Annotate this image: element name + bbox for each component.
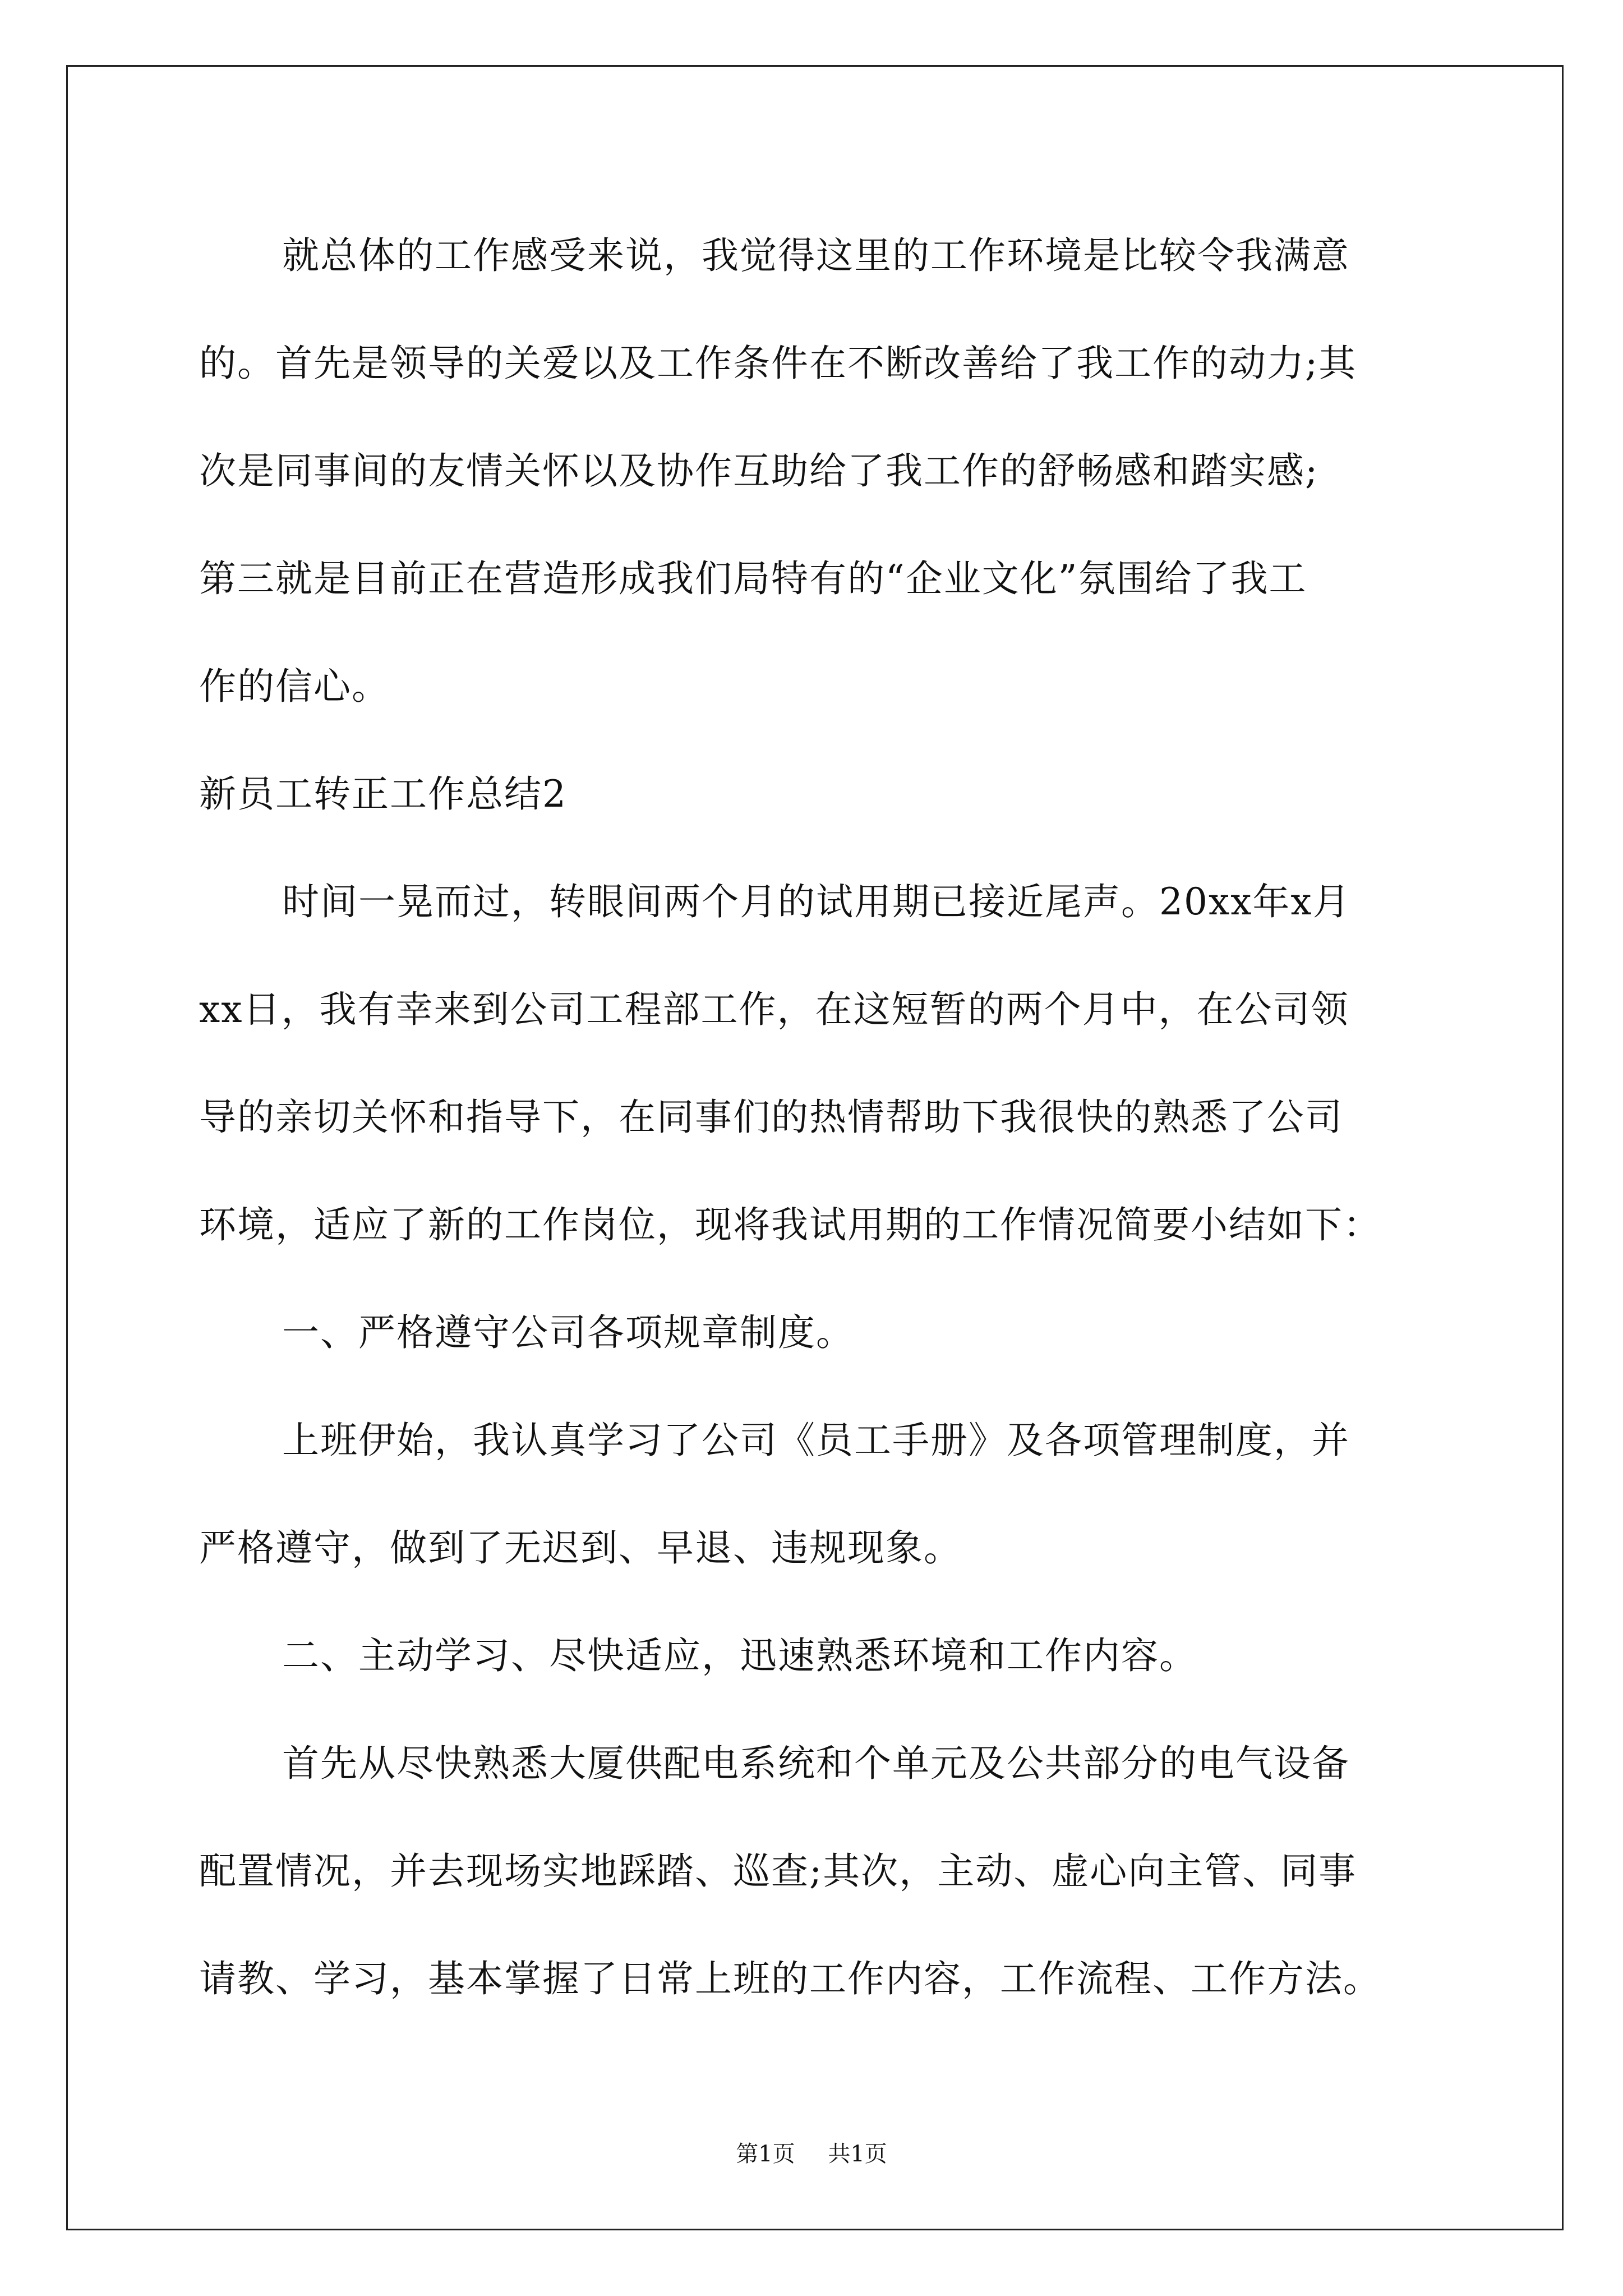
section-heading: 新员工转正工作总结2 bbox=[199, 772, 567, 816]
paragraph-line: xx日，我有幸来到公司工程部工作，在这短暂的两个月中，在公司领 bbox=[199, 988, 1349, 1031]
paragraph-line: 首先从尽快熟悉大厦供配电系统和个单元及公共部分的电气设备 bbox=[282, 1742, 1350, 1785]
paragraph-line: 严格遵守，做到了无迟到、早退、违规现象。 bbox=[199, 1526, 962, 1570]
list-item-heading: 一、严格遵守公司各项规章制度。 bbox=[282, 1311, 854, 1354]
paragraph-line: 第三就是目前正在营造形成我们局特有的“企业文化”氛围给了我工 bbox=[199, 557, 1307, 600]
page-number: 第1页 bbox=[736, 2141, 795, 2167]
paragraph-line: 作的信心。 bbox=[199, 665, 390, 708]
paragraph-line: 就总体的工作感受来说，我觉得这里的工作环境是比较令我满意 bbox=[282, 234, 1350, 277]
paragraph-line: 次是同事间的友情关怀以及协作互助给了我工作的舒畅感和踏实感; bbox=[199, 449, 1319, 493]
paragraph-line: 上班伊始，我认真学习了公司《员工手册》及各项管理制度，并 bbox=[282, 1419, 1350, 1462]
paragraph-line: 时间一晃而过，转眼间两个月的试用期已接近尾声。20xx年x月 bbox=[282, 880, 1351, 923]
page-total: 共1页 bbox=[828, 2141, 887, 2167]
paragraph-line: 的。首先是领导的关爱以及工作条件在不断改善给了我工作的动力;其 bbox=[199, 342, 1357, 385]
paragraph-line: 配置情况，并去现场实地踩踏、巡查;其次，主动、虚心向主管、同事 bbox=[199, 1849, 1357, 1893]
paragraph-line: 环境，适应了新的工作岗位，现将我试用期的工作情况简要小结如下： bbox=[199, 1203, 1381, 1246]
document-body bbox=[199, 202, 1433, 2033]
page-footer bbox=[0, 2137, 1623, 2171]
paragraph-line: 请教、学习，基本掌握了日常上班的工作内容，工作流程、工作方法。 bbox=[199, 1957, 1381, 2000]
list-item-heading: 二、主动学习、尽快适应，迅速熟悉环境和工作内容。 bbox=[282, 1634, 1197, 1677]
paragraph-line: 导的亲切关怀和指导下，在同事们的热情帮助下我很快的熟悉了公司 bbox=[199, 1096, 1343, 1139]
